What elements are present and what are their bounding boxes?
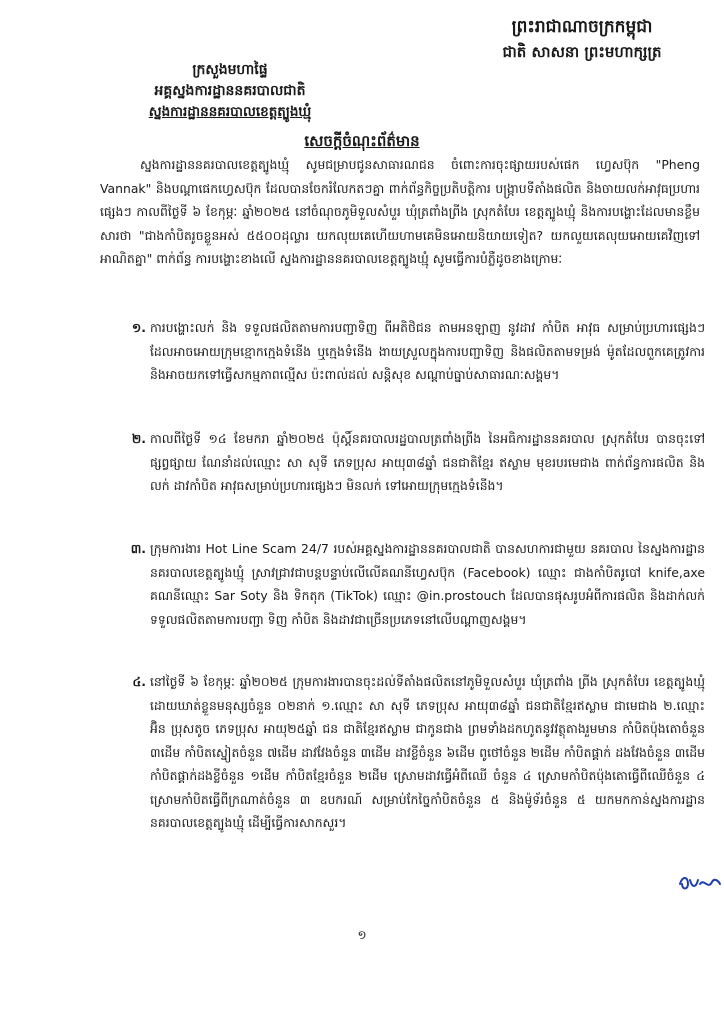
office-name: ស្នងការដ្ឋាននគរបាលខេត្តត្បូងឃ្មុំ <box>148 104 312 120</box>
list-item <box>130 537 705 631</box>
ministry-header <box>110 60 350 123</box>
national-motto: ជាតិ សាសនា ព្រះមហាក្សត្រ <box>502 43 662 61</box>
initials-signature <box>676 872 724 896</box>
ministry-name: ក្រសួងមហាផ្ទៃ <box>192 62 268 78</box>
intro-paragraph: ស្នងការដ្ឋាននគរបាលខេត្តត្បូងឃ្មុំ សូមជម្រាបជូនសាធារណជន ចំពោះការចុះផ្សាយរបស់ផេក ហ្វេសប៊ុក "Pheng Vannak" និងបណ្តាផេកហ្វេសប៊ុក ដែលបានចែករំលែកតៗគ្នា ពាក់ព័ន្ធកិច្ចប្រតិបត្តិការ បង្ក្រាបទីតាំងផលិត និងចាយលក់អាវុធប្រហារផ្សេងៗ កាលពីថ្ងៃទី ៦ ខែកុម្ភៈ ឆ្នាំ២០២៥ នៅចំណុចភូមិទួលសំបួរ ឃុំត្រពាំងព្រីង ស្រុកតំបែរ ខេត្តត្បូងឃ្មុំ និងការបង្ហោះដែលមានខ្លឹមសារថា "ជាងកាំបិតរូចខ្លួនអស់ ៥៥០០ដុល្លារ យកលុយគេហើយហាមគេមិនអោយនិយាយទៀត? យកលួយគេលុយអោយគេវិញទៅអាណិតគ្នា" ពាក់ព័ន្ធ ការបង្ហោះខាងលើ ស្នងការដ្ឋាននគរបាលខេត្តត្បូងឃ្មុំ សូមធ្វើការបំភ្លឺដូចខាងក្រោមៈ <box>100 157 700 266</box>
kingdom-header <box>472 14 692 64</box>
kingdom-title: ព្រះរាជាណាចក្រកម្ពុជា <box>511 17 653 37</box>
list-item-number: ៤. <box>132 674 146 689</box>
page-number: ១ <box>357 928 367 942</box>
list-item <box>131 316 705 387</box>
list-item <box>132 670 705 835</box>
list-item-number: ៣. <box>130 541 146 556</box>
list-item-number: ១. <box>131 320 146 335</box>
list-item-number: ២. <box>131 431 146 446</box>
list-item <box>131 427 705 498</box>
list-item-text: ក្រុមការងារ Hot Line Scam 24/7 របស់អគ្គស្នងការដ្ឋាននគរបាលជាតិ បានសហការជាមួយ នគរបាល នៃស្នងការដ្ឋាននគរបាលខេត្តត្បូងឃ្មុំ ស្រាវជ្រាវជាបន្តបន្ទាប់លើលើគណនីហ្វេសប៊ុក (Facebook) ឈ្មោះ ជាងកាំបិតរូបៅ knife,axe គណនីឈ្មោះ Sar Soty និង ទិកតុក (TikTok) ឈ្មោះ @in.prostouch ដែលបានផុសរូបអំពីការផលិត និងដាក់លក់ ទទួលផលិតតាមការបញ្ជា ទិញ កាំបិត និងដាវជាច្រើនប្រភេទនៅលើបណ្តាញសង្គម។ <box>150 541 705 627</box>
department-name: អគ្គស្នងការដ្ឋាននគរបាលជាតិ <box>154 83 306 99</box>
list-item-text: កាលពីថ្ងៃទី ១៤ ខែមករា ឆ្នាំ២០២៥ ប៉ុស្តិ៍នគរបាលរដ្ឋបាលត្រពាំងព្រីង នៃអធិការដ្ឋាននគរបាល ស្រុកតំបែរ បានចុះទៅផ្សព្វផ្សាយ ណែនាំដល់ឈ្មោះ សា សុទី ភេទប្រុស អាយុ៣៨ឆ្នាំ ជនជាតិខ្មែរ ឥស្លាម មុខរបរមេជាង ពាក់ព័ន្ធការផលិត និងលក់ ដាវកាំបិត អាវុធសម្រាប់ប្រហារផ្សេងៗ មិនលក់ ទៅអោយក្រុមក្មេងទំនើង។ <box>150 431 705 493</box>
list-item-text: ការបង្ហោះលក់ និង ទទួលផលិតតាមការបញ្ជាទិញ ពីអតិថិជន តាមអនឡាញ នូវដាវ កាំបិត អាវុធ សម្រាប់ប្រហារផ្សេងៗ ដែលអាចអោយក្រុមខ្មោកក្មេងទំនើង ឬក្មេងទំនើង ងាយស្រួលក្នុងការបញ្ជាទិញ និងផលិតតាមទម្រង់ ម៉ូតដែលពួកគេត្រូវការ និងអាចយកទៅធ្វើសកម្មភាពល្មើស ប៉ះពាល់ដល់ សន្តិសុខ សណ្តាប់ធ្នាប់សាធារណៈសង្គម។ <box>150 320 705 382</box>
document-title: សេចក្តីចំណុះព័ត៌មាន <box>304 132 420 150</box>
list-item-text: នៅថ្ងៃទី ៦ ខែកុម្ភៈ ឆ្នាំ២០២៥ ក្រុមការងារបានចុះដល់ទីតាំងផលិតនៅភូមិទួលសំបួរ ឃុំត្រពាំង ព្រីង ស្រុកតំបែរ ខេត្តត្បូងឃ្មុំ ដោយឃាត់ខ្លួនមនុស្សចំនួន ០២នាក់ ១.ឈ្មោះ សា សុទី ភេទប្រុស អាយុ៣៨ឆ្នាំ ជនជាតិខ្មែរឥស្លាម ជាមេជាង ២.ឈ្មោះ អ៊ិន ប្រុសតូច ភេទប្រុស អាយុ២៥ឆ្នាំ ជន ជាតិខ្មែរឥស្លាម ជាកូនជាង ព្រមទាំងដកហូតនូវវត្ថុតាងរួមមាន កាំបិតប៉ុងតោចំនួន ៣ដើម កាំបិតស្នៀតចំនួន ៧ដើម ដាវវែងចំនួន ៣ដើម ដាវខ្លីចំនួន ៦ដើម ពូថៅចំនួន ២ដើម កាំបិតផ្គាក់ ដងវែងចំនួន ៣ដើម កាំបិតផ្គាក់ដងខ្លីចំនួន ១ដើម កាំបិតខ្មែរចំនួន ២ដើម ស្រោមដាវធ្វើអំពីឈើ ចំនួន ៤ ស្រោមកាំបិតប៉ុងតោធ្វើពីឈើចំនួន ៤ ស្រោមកាំបិតធ្វើពីក្រណាត់ចំនួន ៣ ឧបករណ៍ សម្រាប់កែច្នៃកាំបិតចំនួន ៥ និងម៉ូទ័រចំនួន ៥ យកមកកាន់ស្នងការដ្ឋាននគរបាលខេត្តត្បូងឃ្មុំ ដើម្បីធ្វើការសាកសួរ។ <box>150 674 705 830</box>
